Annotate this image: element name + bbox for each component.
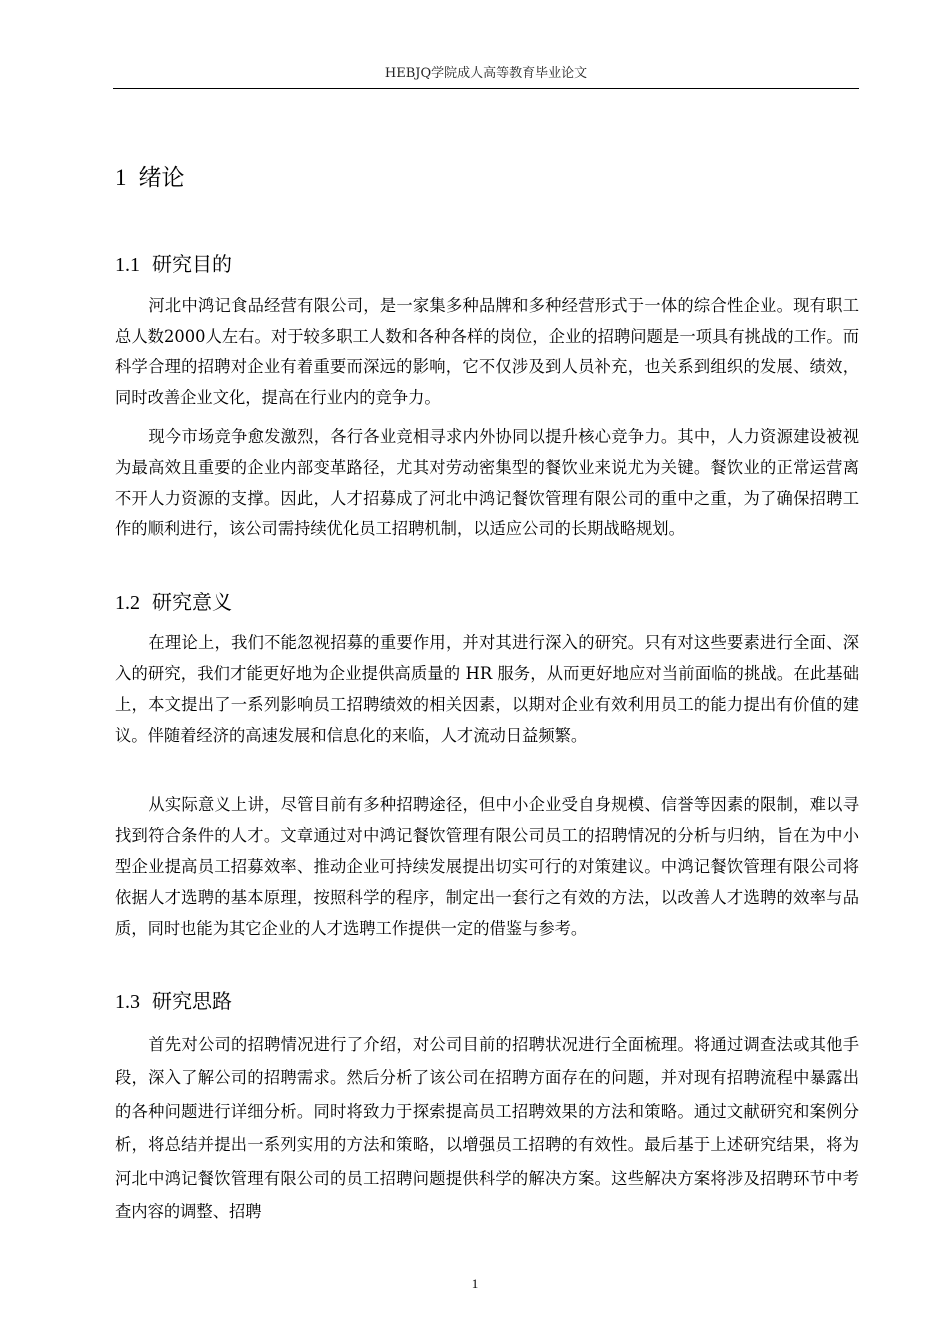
section-number: 1.1 [115, 254, 140, 276]
paragraph: 从实际意义上讲，尽管目前有多种招聘途径，但中小企业受自身规模、信誉等因素的限制，难以寻找到符合条件的人才。文章通过对中鸿记餐饮管理有限公司员工的招聘情况的分析与归纳，旨在为中小型企业提高员工招募效率、推动企业可持续发展提出切实可行的对策建议。中鸿记餐饮管理有限公司将依据人才选聘的基本原理，按照科学的程序，制定出一套行之有效的方法，以改善人才选聘的效率与品质，同时也能为其它企业的人才选聘工作提供一定的借鉴与参考。 [115, 795, 859, 938]
page-number: 1 [471, 1276, 479, 1291]
header-divider [113, 88, 859, 89]
paragraph: 在理论上，我们不能忽视招募的重要作用，并对其进行深入的研究。只有对这些要素进行全面、深入的研究，我们才能更好地为企业提供高质量的 HR 服务，从而更好地应对当前面临的挑战。在此基础上，本文提出了一系列影响员工招聘绩效的相关因素，以期对企业有效利用员工的能力提出有价值的建议。伴随着经济的高速发展和信息化的来临，人才流动日益频繁。 [115, 633, 859, 745]
section-title: 研究思路 [152, 989, 232, 1013]
section-title: 研究目的 [152, 252, 232, 276]
section-number: 1.3 [115, 991, 140, 1013]
chapter-title: 绪论 [138, 165, 185, 191]
chapter-number: 1 [115, 165, 127, 190]
running-header: HEBJQ学院成人高等教育毕业论文 [384, 66, 588, 81]
section-heading-1-3 [115, 987, 232, 1016]
section-heading-1-1 [115, 250, 232, 279]
paragraph: 河北中鸿记食品经营有限公司，是一家集多种品牌和多种经营形式于一体的综合性企业。现有职工总人数2000人左右。对于较多职工人数和各种各样的岗位，企业的招聘问题是一项具有挑战的工作。而科学合理的招聘对企业有着重要而深远的影响，它不仅涉及到人员补充，也关系到组织的发展、绩效，同时改善企业文化，提高在行业内的竞争力。 [115, 296, 859, 408]
section-heading-1-2 [115, 588, 232, 617]
chapter-heading [115, 162, 185, 194]
paragraph: 首先对公司的招聘情况进行了介绍，对公司目前的招聘状况进行全面梳理。将通过调查法或其他手段，深入了解公司的招聘需求。然后分析了该公司在招聘方面存在的问题，并对现有招聘流程中暴露出的各种问题进行详细分析。同时将致力于探索提高员工招聘效果的方法和策略。通过文献研究和案例分析，将总结并提出一系列实用的方法和策略，以增强员工招聘的有效性。最后基于上述研究结果，将为河北中鸿记餐饮管理有限公司的员工招聘问题提供科学的解决方案。这些解决方案将涉及招聘环节中考查内容的调整、招聘 [115, 1035, 859, 1222]
paragraph: 现今市场竞争愈发激烈，各行各业竞相寻求内外协同以提升核心竞争力。其中，人力资源建设被视为最高效且重要的企业内部变革路径，尤其对劳动密集型的餐饮业来说尤为关键。餐饮业的正常运营离不开人力资源的支撑。因此，人才招募成了河北中鸿记餐饮管理有限公司的重中之重，为了确保招聘工作的顺利进行，该公司需持续优化员工招聘机制，以适应公司的长期战略规划。 [115, 427, 859, 539]
section-number: 1.2 [115, 592, 140, 614]
section-title: 研究意义 [152, 590, 232, 614]
